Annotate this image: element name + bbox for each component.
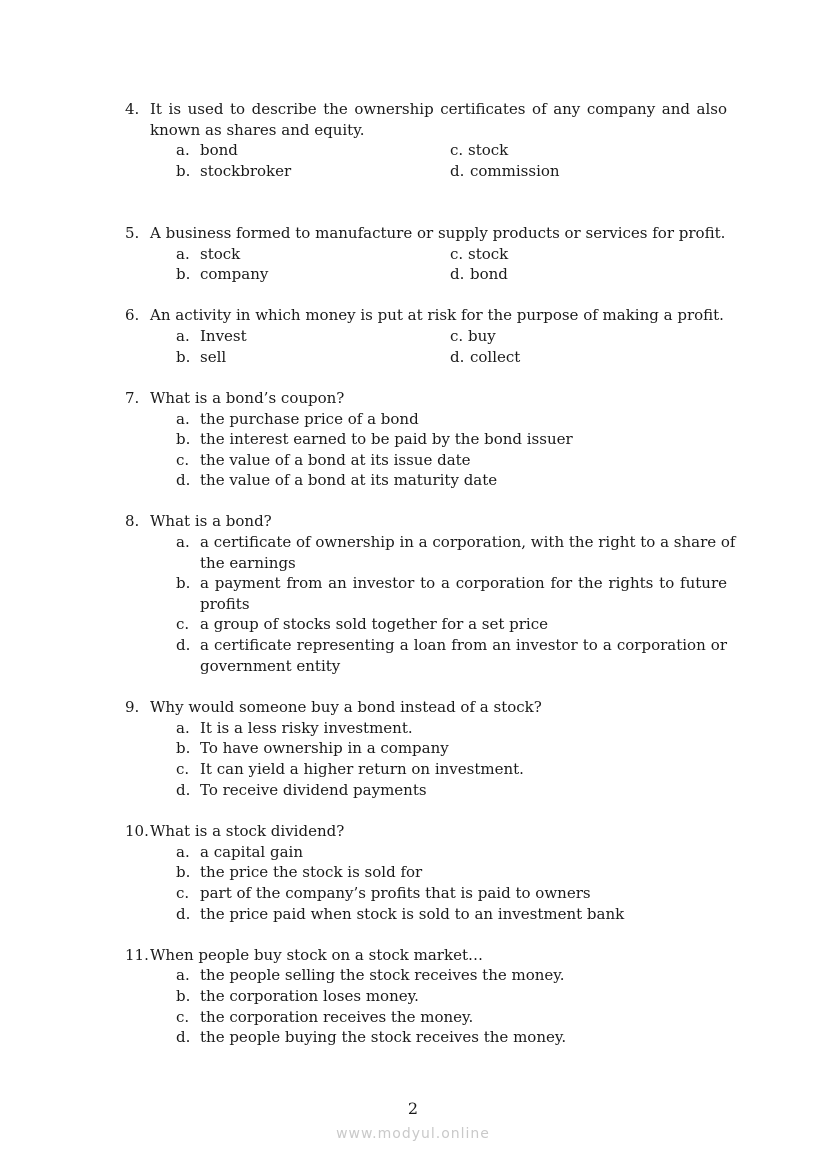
option-letter: d. <box>176 905 191 923</box>
option-letter: a. <box>176 966 190 984</box>
option-text: part of the company’s profits that is paid to owners <box>200 884 591 902</box>
option-letter: d. <box>176 781 191 799</box>
question-number: 7. <box>125 389 140 407</box>
question-stem: What is a stock dividend? <box>150 822 345 840</box>
option-letter: a. <box>176 141 190 159</box>
watermark: www.modyul.online <box>336 1126 490 1142</box>
question-stem: It is used to describe the ownership certificates of any company and also <box>150 100 727 118</box>
option-letter: a. <box>176 843 190 861</box>
option-letter: c. <box>450 327 464 345</box>
question-number: 4. <box>125 100 140 118</box>
option-letter: d. <box>450 348 465 366</box>
option-text: stock <box>468 141 509 159</box>
option-text: the corporation receives the money. <box>200 1008 474 1026</box>
option-letter: c. <box>450 141 464 159</box>
question-stem: Why would someone buy a bond instead of a stock? <box>150 698 542 716</box>
question-stem: When people buy stock on a stock market… <box>150 946 483 964</box>
option-letter: b. <box>176 739 191 757</box>
option-letter: a. <box>176 533 190 551</box>
option-letter: a. <box>176 719 190 737</box>
option-text: bond <box>470 265 508 283</box>
option-text: commission <box>470 162 560 180</box>
question-number: 6. <box>125 306 140 324</box>
question-stem: What is a bond’s coupon? <box>150 389 345 407</box>
question-number: 8. <box>125 512 140 530</box>
option-letter: c. <box>176 884 190 902</box>
question-stem: A business formed to manufacture or supply products or services for profit. <box>150 224 726 242</box>
page-number: 2 <box>407 1099 419 1118</box>
option-text: stock <box>200 245 241 263</box>
question-number: 5. <box>125 224 140 242</box>
option-text: bond <box>200 141 238 159</box>
question-stem: An activity in which money is put at risk for the purpose of making a profit. <box>150 306 724 324</box>
option-text: the purchase price of a bond <box>200 410 419 428</box>
option-letter: d. <box>176 471 191 489</box>
option-text: Invest <box>200 327 247 345</box>
option-text: government entity <box>200 657 341 675</box>
question-stem: known as shares and equity. <box>150 121 365 139</box>
option-letter: c. <box>176 451 190 469</box>
option-text: the value of a bond at its issue date <box>200 451 471 469</box>
option-text: a group of stocks sold together for a set price <box>200 615 548 633</box>
option-letter: c. <box>176 615 190 633</box>
option-letter: a. <box>176 410 190 428</box>
question-number: 9. <box>125 698 140 716</box>
option-letter: c. <box>450 245 464 263</box>
option-letter: d. <box>176 636 191 654</box>
option-text: company <box>200 265 269 283</box>
option-text: a certificate representing a loan from an investor to a corporation or <box>200 636 727 654</box>
option-text: profits <box>200 595 250 613</box>
option-text: the interest earned to be paid by the bond issuer <box>200 430 573 448</box>
question-stem: What is a bond? <box>150 512 272 530</box>
option-letter: c. <box>176 760 190 778</box>
option-text: To receive dividend payments <box>200 781 427 799</box>
option-text: the people selling the stock receives the money. <box>200 966 565 984</box>
option-text: collect <box>470 348 521 366</box>
option-letter: b. <box>176 430 191 448</box>
option-text: a payment from an investor to a corporation for the rights to future <box>200 574 727 592</box>
option-text: To have ownership in a company <box>200 739 449 757</box>
option-letter: d. <box>450 162 465 180</box>
option-text: the price paid when stock is sold to an investment bank <box>200 905 625 923</box>
option-letter: d. <box>450 265 465 283</box>
option-letter: b. <box>176 265 191 283</box>
question-number: 11. <box>125 946 149 964</box>
option-text: sell <box>200 348 227 366</box>
question-number: 10. <box>125 822 149 840</box>
option-letter: b. <box>176 574 191 592</box>
option-text: the corporation loses money. <box>200 987 419 1005</box>
option-text: the earnings <box>200 554 296 572</box>
option-letter: b. <box>176 987 191 1005</box>
option-letter: a. <box>176 327 190 345</box>
option-text: a certificate of ownership in a corporation, with the right to a share of <box>200 533 736 551</box>
option-text: the price the stock is sold for <box>200 863 423 881</box>
option-letter: b. <box>176 863 191 881</box>
option-text: stockbroker <box>200 162 292 180</box>
option-text: the people buying the stock receives the money. <box>200 1028 567 1046</box>
option-text: the value of a bond at its maturity date <box>200 471 498 489</box>
option-letter: a. <box>176 245 190 263</box>
option-text: stock <box>468 245 509 263</box>
option-text: buy <box>468 327 496 345</box>
option-letter: b. <box>176 162 191 180</box>
option-letter: b. <box>176 348 191 366</box>
option-text: a capital gain <box>200 843 303 861</box>
option-letter: c. <box>176 1008 190 1026</box>
option-text: It is a less risky investment. <box>200 719 413 737</box>
option-letter: d. <box>176 1028 191 1046</box>
option-text: It can yield a higher return on investment. <box>200 760 524 778</box>
